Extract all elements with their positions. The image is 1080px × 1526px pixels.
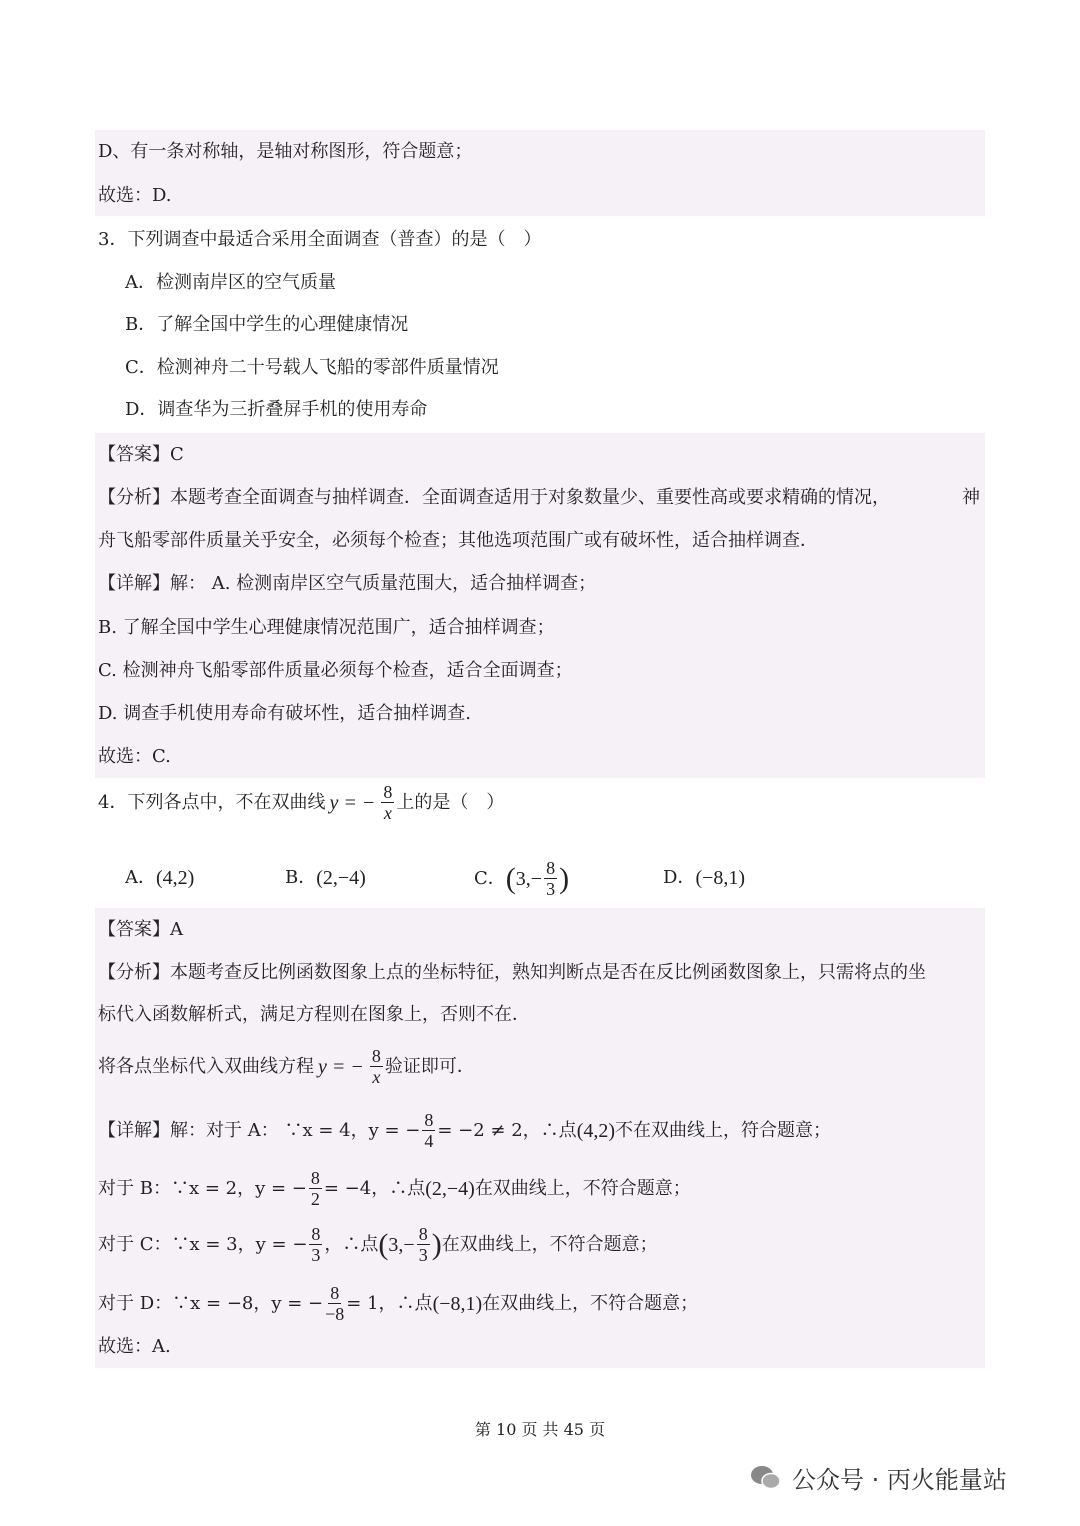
value: (4,2) [156, 867, 195, 889]
answer: 【答案】C [98, 444, 184, 465]
point: (−8,1) [432, 1292, 483, 1315]
text: 不在双曲线上，符合题意； [615, 1119, 832, 1141]
solution-block [95, 433, 985, 778]
analysis: 标代入函数解析式，满足方程则在图象上，否则不在． [98, 1004, 530, 1025]
fraction [422, 1110, 435, 1151]
option-a: A．检测南岸区的空气质量 [125, 272, 336, 293]
numerator: 8 [311, 1224, 321, 1244]
numerator: 8 [330, 1283, 340, 1303]
fraction [544, 858, 557, 899]
numerator: 8 [383, 782, 393, 802]
question-stem: 3．下列调查中最适合采用全面调查（普查）的是（ ） [98, 229, 542, 250]
denominator: 3 [311, 1245, 321, 1265]
numerator: 8 [424, 1110, 434, 1130]
numerator: 8 [310, 1168, 320, 1188]
text: 对于 D：∵x = −8，y = − [98, 1292, 324, 1314]
detail-c: 对于 C：∵x = 3，y = − $\frac{8}{3}$ ，∴点 ( 3,− $\frac{8}{3}$ ) 在双曲线上，不符合题意； [98, 1224, 658, 1265]
text: = −4，∴点 [323, 1177, 426, 1199]
denominator: 2 [310, 1189, 320, 1209]
detail-b [98, 1168, 691, 1209]
option-d: D．调查华为三折叠屏手机的使用寿命 [125, 399, 428, 420]
denominator: 3 [546, 879, 556, 899]
text-line: 故选：D. [98, 185, 172, 206]
label: C． [474, 867, 506, 889]
point: 3,− [388, 1233, 415, 1256]
detail: B. 了解全国中学生心理健康情况范围广，适合抽样调查； [98, 617, 555, 638]
point: (4,2) [576, 1119, 616, 1142]
label: B． [285, 867, 317, 888]
analysis: 【分析】本题考查全面调查与抽样调查．全面调查适用于对象数量少、重要性高或要求精确的情况， [98, 487, 890, 508]
denominator: 3 [418, 1245, 428, 1265]
detail: C. 检测神舟飞船零部件质量必须每个检查，适合全面调查； [98, 660, 573, 681]
point: (2,−4) [425, 1177, 475, 1200]
value: (−8,1) [695, 867, 746, 889]
question-stem [98, 782, 504, 823]
analysis: 舟飞船零部件质量关乎安全，必须每个检查；其他选项范围广或有破坏性，适合抽样调查． [98, 530, 818, 551]
equation: y = − [329, 791, 376, 814]
label: D． [663, 867, 696, 888]
stem-text: 4．下列各点中，不在双曲线 [98, 791, 326, 813]
denominator: −8 [325, 1304, 345, 1324]
fraction [325, 1283, 344, 1324]
detail: D. 调查手机使用寿命有破坏性，适合抽样调查. [98, 703, 471, 724]
fraction [381, 782, 394, 823]
option-c: C． ( 3,− $\frac{8}{3}$ ) [474, 858, 570, 899]
numerator: 8 [418, 1224, 428, 1244]
text: 对于 C：∵x = 3，y = − [98, 1233, 308, 1255]
text: = 1，∴点 [346, 1292, 433, 1314]
denominator: x [383, 803, 392, 823]
choice: 故选：C. [98, 746, 171, 767]
text: 将各点坐标代入双曲线方程 [98, 1055, 314, 1077]
watermark-text: 公众号 · 丙火能量站 [792, 1466, 1007, 1494]
analysis [98, 1046, 475, 1087]
numerator: 8 [546, 858, 556, 878]
equation: y = − [318, 1055, 364, 1078]
wechat-icon [750, 1464, 782, 1492]
text: 在双曲线上，不符合题意； [482, 1292, 699, 1314]
watermark [750, 1460, 1007, 1495]
text: 对于 B：∵x = 2，y = − [98, 1177, 307, 1199]
option-b [285, 866, 366, 890]
value: (2,−4) [316, 867, 366, 889]
numerator: 8 [371, 1046, 381, 1066]
detail-d [98, 1283, 698, 1324]
text: 在双曲线上，不符合题意； [441, 1233, 658, 1255]
analysis: 【分析】本题考查反比例函数图象上点的坐标特征，熟知判断点是否在反比例函数图象上，只需将点的坐 [98, 962, 926, 983]
text: 验证即可． [384, 1055, 475, 1077]
stem-text: 上的是（ ） [396, 791, 505, 813]
text: 【详解】解：对于 A： ∵x = 4，y = − [98, 1119, 421, 1141]
fraction [309, 1168, 322, 1209]
answer: 【答案】A [98, 919, 183, 940]
label: A． [125, 867, 156, 888]
detail-a [98, 1110, 831, 1151]
page-number: 第 10 页 共 45 页 [474, 1420, 606, 1439]
denominator: x [372, 1067, 381, 1087]
fraction [309, 1224, 322, 1265]
option-a [125, 866, 194, 890]
text: 在双曲线上，不符合题意； [474, 1177, 691, 1199]
option-b: B．了解全国中学生的心理健康情况 [125, 314, 409, 335]
denominator: 4 [424, 1131, 434, 1151]
detail: 【详解】解： A. 检测南岸区空气质量范围大，适合抽样调查； [98, 573, 597, 594]
text: = −2 ≠ 2，∴点 [437, 1119, 577, 1141]
option-c: C．检测神舟二十号载人飞船的零部件质量情况 [125, 357, 499, 378]
choice: 故选：A. [98, 1336, 171, 1357]
value: 3,− [515, 867, 543, 890]
text-line: D、有一条对称轴，是轴对称图形，符合题意； [98, 141, 473, 162]
option-d [663, 866, 745, 890]
fraction [370, 1046, 383, 1087]
text: ，∴点 [324, 1233, 379, 1255]
fraction [417, 1224, 430, 1265]
analysis: 神 [962, 487, 980, 508]
